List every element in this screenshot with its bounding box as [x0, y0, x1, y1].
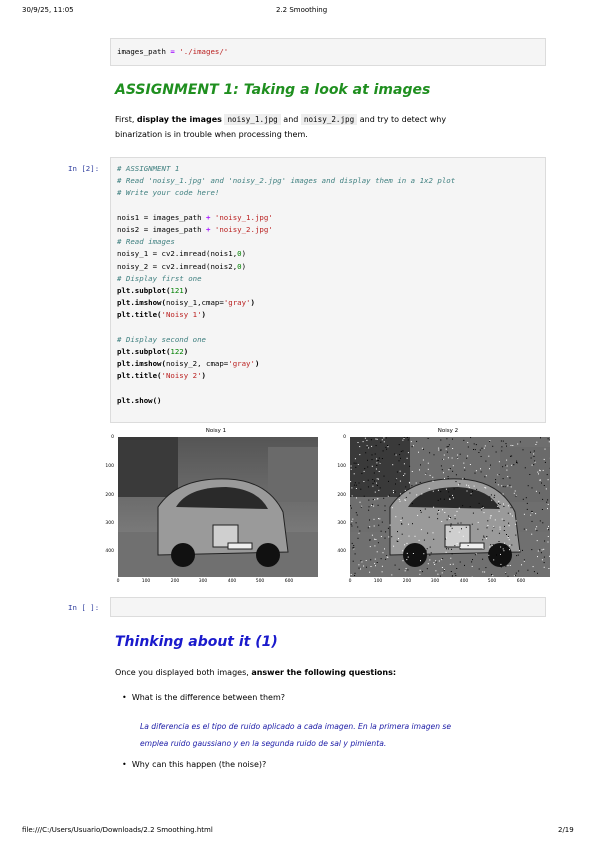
assignment-heading: ASSIGNMENT 1: Taking a look at images — [115, 82, 431, 98]
ytick: 0 — [111, 435, 114, 440]
empty-code-cell[interactable] — [110, 597, 546, 617]
code-str: './images/' — [179, 47, 229, 56]
thinking-heading: Thinking about it (1) — [115, 634, 278, 650]
code-cell-assignment1[interactable] — [110, 157, 546, 423]
bullet-icon: • — [122, 693, 127, 702]
code-block: # ASSIGNMENT 1 # Read 'noisy_1.jpg' and 'noisy_2.jpg' images and display them in a 1x2 plot # Write your code here! nois1 = images_path + 'noisy_1.jpg' nois2 = images_path + 'noisy_2.jpg' # Read images noisy_1 = cv2.imread(nois1,0) noisy_2 = cv2.imread(nois2,0) # Display first one plt.subplot(121) plt.imshow(noisy_1,cmap='gray') plt.title('Noisy 1') # Display second one plt.subplot(122) plt.imshow(noisy_2, cmap='gray') plt.title('Noisy 2') plt.show() — [117, 164, 456, 405]
ytick: 100 — [337, 464, 346, 469]
intro-bold: answer the following questions: — [251, 668, 397, 677]
question-1 — [122, 693, 285, 702]
plot-title: Noisy 2 — [437, 428, 459, 434]
desc-rest: and try to detect why — [359, 115, 447, 124]
code-var: images_path — [117, 47, 166, 56]
output-plot-noisy1 — [96, 426, 316, 586]
xtick: 0 — [348, 579, 352, 584]
xtick: 400 — [459, 579, 469, 584]
image-noisy2 — [350, 437, 550, 577]
desc-first: First, — [115, 115, 137, 124]
ytick: 300 — [337, 521, 346, 526]
empty-cell-prompt: In [ ]: — [68, 603, 100, 612]
desc-bold: display the images — [136, 115, 222, 124]
page-number: 2/19 — [558, 826, 574, 834]
question-1-text: What is the difference between them? — [131, 693, 285, 702]
assignment-description — [115, 112, 535, 142]
xtick: 200 — [402, 579, 412, 584]
xtick: 100 — [141, 579, 151, 584]
desc-code-noisy2: noisy_2.jpg — [301, 114, 357, 125]
code-line: # Write your code here! — [117, 188, 220, 198]
ytick: 0 — [343, 435, 346, 440]
code-cell-images-path[interactable] — [110, 38, 546, 66]
print-title: 2.2 Smoothing — [276, 6, 328, 14]
xtick: 300 — [430, 579, 440, 584]
xtick: 500 — [255, 579, 265, 584]
ytick: 400 — [105, 549, 114, 554]
question-2 — [122, 760, 266, 769]
desc-and: and — [283, 115, 299, 124]
ytick: 200 — [105, 493, 114, 498]
desc-code-noisy1: noisy_1.jpg — [224, 114, 280, 125]
ytick: 100 — [105, 464, 114, 469]
output-plot-noisy2 — [328, 426, 548, 586]
xtick: 600 — [516, 579, 526, 584]
xtick: 600 — [284, 579, 294, 584]
xtick: 300 — [198, 579, 208, 584]
question-2-text: Why can this happen (the noise)? — [131, 760, 267, 769]
intro-pre: Once you displayed both images, — [115, 668, 252, 677]
cell-prompt: In [2]: — [68, 164, 100, 173]
code-line: # ASSIGNMENT 1 — [117, 164, 180, 173]
plot-title: Noisy 1 — [205, 428, 227, 434]
answer-1 — [140, 718, 451, 752]
print-datetime: 30/9/25, 11:05 — [22, 6, 74, 14]
xtick: 400 — [227, 579, 237, 584]
ytick: 400 — [337, 549, 346, 554]
print-path: file:///C:/Users/Usuario/Downloads/2.2 Smoothing.html — [22, 826, 213, 834]
ytick: 300 — [105, 521, 114, 526]
xtick: 200 — [170, 579, 180, 584]
answer-1-line1: La diferencia es el tipo de ruido aplicado a cada imagen. En la primera imagen se — [140, 722, 452, 731]
code-eq: = — [165, 47, 180, 56]
xtick: 500 — [487, 579, 497, 584]
ytick: 200 — [337, 493, 346, 498]
bullet-icon: • — [122, 760, 127, 769]
xtick: 100 — [373, 579, 383, 584]
answer-1-line2: emplea ruido gaussiano y en la segunda ruido de sal y pimienta. — [140, 739, 387, 748]
code-line: # Read 'noisy_1.jpg' and 'noisy_2.jpg' images and display them in a 1x2 plot — [117, 176, 456, 186]
image-noisy1 — [118, 437, 318, 577]
desc-line2: binarization is in trouble when processing them. — [115, 130, 308, 139]
thinking-intro — [115, 665, 396, 680]
xtick: 0 — [116, 579, 120, 584]
